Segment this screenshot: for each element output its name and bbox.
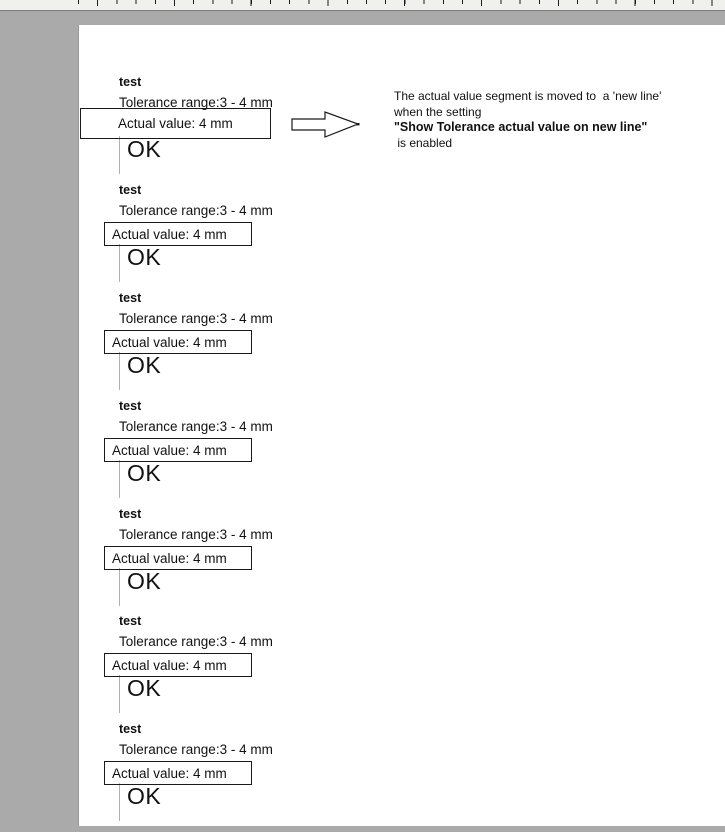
annotation-line: when the setting bbox=[394, 104, 482, 119]
result-text: OK bbox=[127, 244, 162, 270]
tolerance-range-text: Tolerance range:3 - 4 mm bbox=[119, 527, 273, 542]
actual-value-text: Actual value: 4 mm bbox=[118, 116, 233, 131]
actual-value-text: Actual value: 4 mm bbox=[112, 334, 227, 350]
actual-value-text: Actual value: 4 mm bbox=[112, 657, 227, 673]
measurement-title: test bbox=[119, 722, 142, 736]
measurement-title: test bbox=[119, 291, 142, 305]
guide-line bbox=[119, 675, 120, 713]
actual-value-text: Actual value: 4 mm bbox=[112, 226, 227, 242]
measurement-block bbox=[79, 614, 725, 724]
actual-value-text: Actual value: 4 mm bbox=[112, 442, 227, 458]
guide-line bbox=[119, 352, 120, 390]
tolerance-range-text: Tolerance range:3 - 4 mm bbox=[119, 311, 273, 326]
measurement-block bbox=[79, 291, 725, 401]
actual-value-box bbox=[104, 653, 252, 677]
actual-value-box bbox=[104, 438, 252, 462]
actual-value-box bbox=[104, 330, 252, 354]
annotation-line: "Show Tolerance actual value on new line" bbox=[394, 120, 648, 134]
result-text: OK bbox=[127, 460, 162, 486]
guide-line bbox=[119, 244, 120, 282]
measurement-title: test bbox=[119, 614, 142, 628]
result-text: OK bbox=[127, 675, 162, 701]
guide-line bbox=[119, 460, 120, 498]
ruler-major-tick-marks bbox=[97, 0, 725, 6]
tolerance-range-text: Tolerance range:3 - 4 mm bbox=[119, 742, 273, 757]
horizontal-ruler bbox=[0, 0, 725, 11]
guide-line bbox=[119, 783, 120, 821]
tolerance-range-text: Tolerance range:3 - 4 mm bbox=[119, 203, 273, 218]
actual-value-box bbox=[104, 546, 252, 570]
result-text: OK bbox=[127, 136, 162, 162]
measurement-title: test bbox=[119, 507, 142, 521]
measurement-block bbox=[79, 399, 725, 509]
measurement-title: test bbox=[119, 399, 142, 413]
actual-value-box bbox=[104, 222, 252, 246]
tolerance-range-text: Tolerance range:3 - 4 mm bbox=[119, 95, 273, 110]
annotation-line: is enabled bbox=[394, 135, 453, 150]
tolerance-range-text: Tolerance range:3 - 4 mm bbox=[119, 634, 273, 649]
actual-value-text: Actual value: 4 mm bbox=[112, 765, 227, 781]
actual-value-box bbox=[104, 761, 252, 785]
actual-value-text: Actual value: 4 mm bbox=[112, 550, 227, 566]
measurement-block bbox=[79, 722, 725, 832]
tolerance-range-text: Tolerance range:3 - 4 mm bbox=[119, 419, 273, 434]
guide-line bbox=[119, 136, 120, 174]
annotation-note bbox=[394, 89, 714, 151]
measurement-block bbox=[79, 183, 725, 293]
result-text: OK bbox=[127, 568, 162, 594]
annotation-line: The actual value segment is moved to a 'new line' bbox=[394, 89, 662, 103]
guide-line bbox=[119, 568, 120, 606]
result-text: OK bbox=[127, 352, 162, 378]
actual-value-box bbox=[80, 108, 271, 139]
measurement-title: test bbox=[119, 183, 142, 197]
block-arrow-right-icon bbox=[291, 110, 361, 140]
result-text: OK bbox=[127, 783, 162, 809]
measurement-block bbox=[79, 507, 725, 617]
measurement-title: test bbox=[119, 75, 142, 89]
document-page bbox=[78, 25, 725, 826]
